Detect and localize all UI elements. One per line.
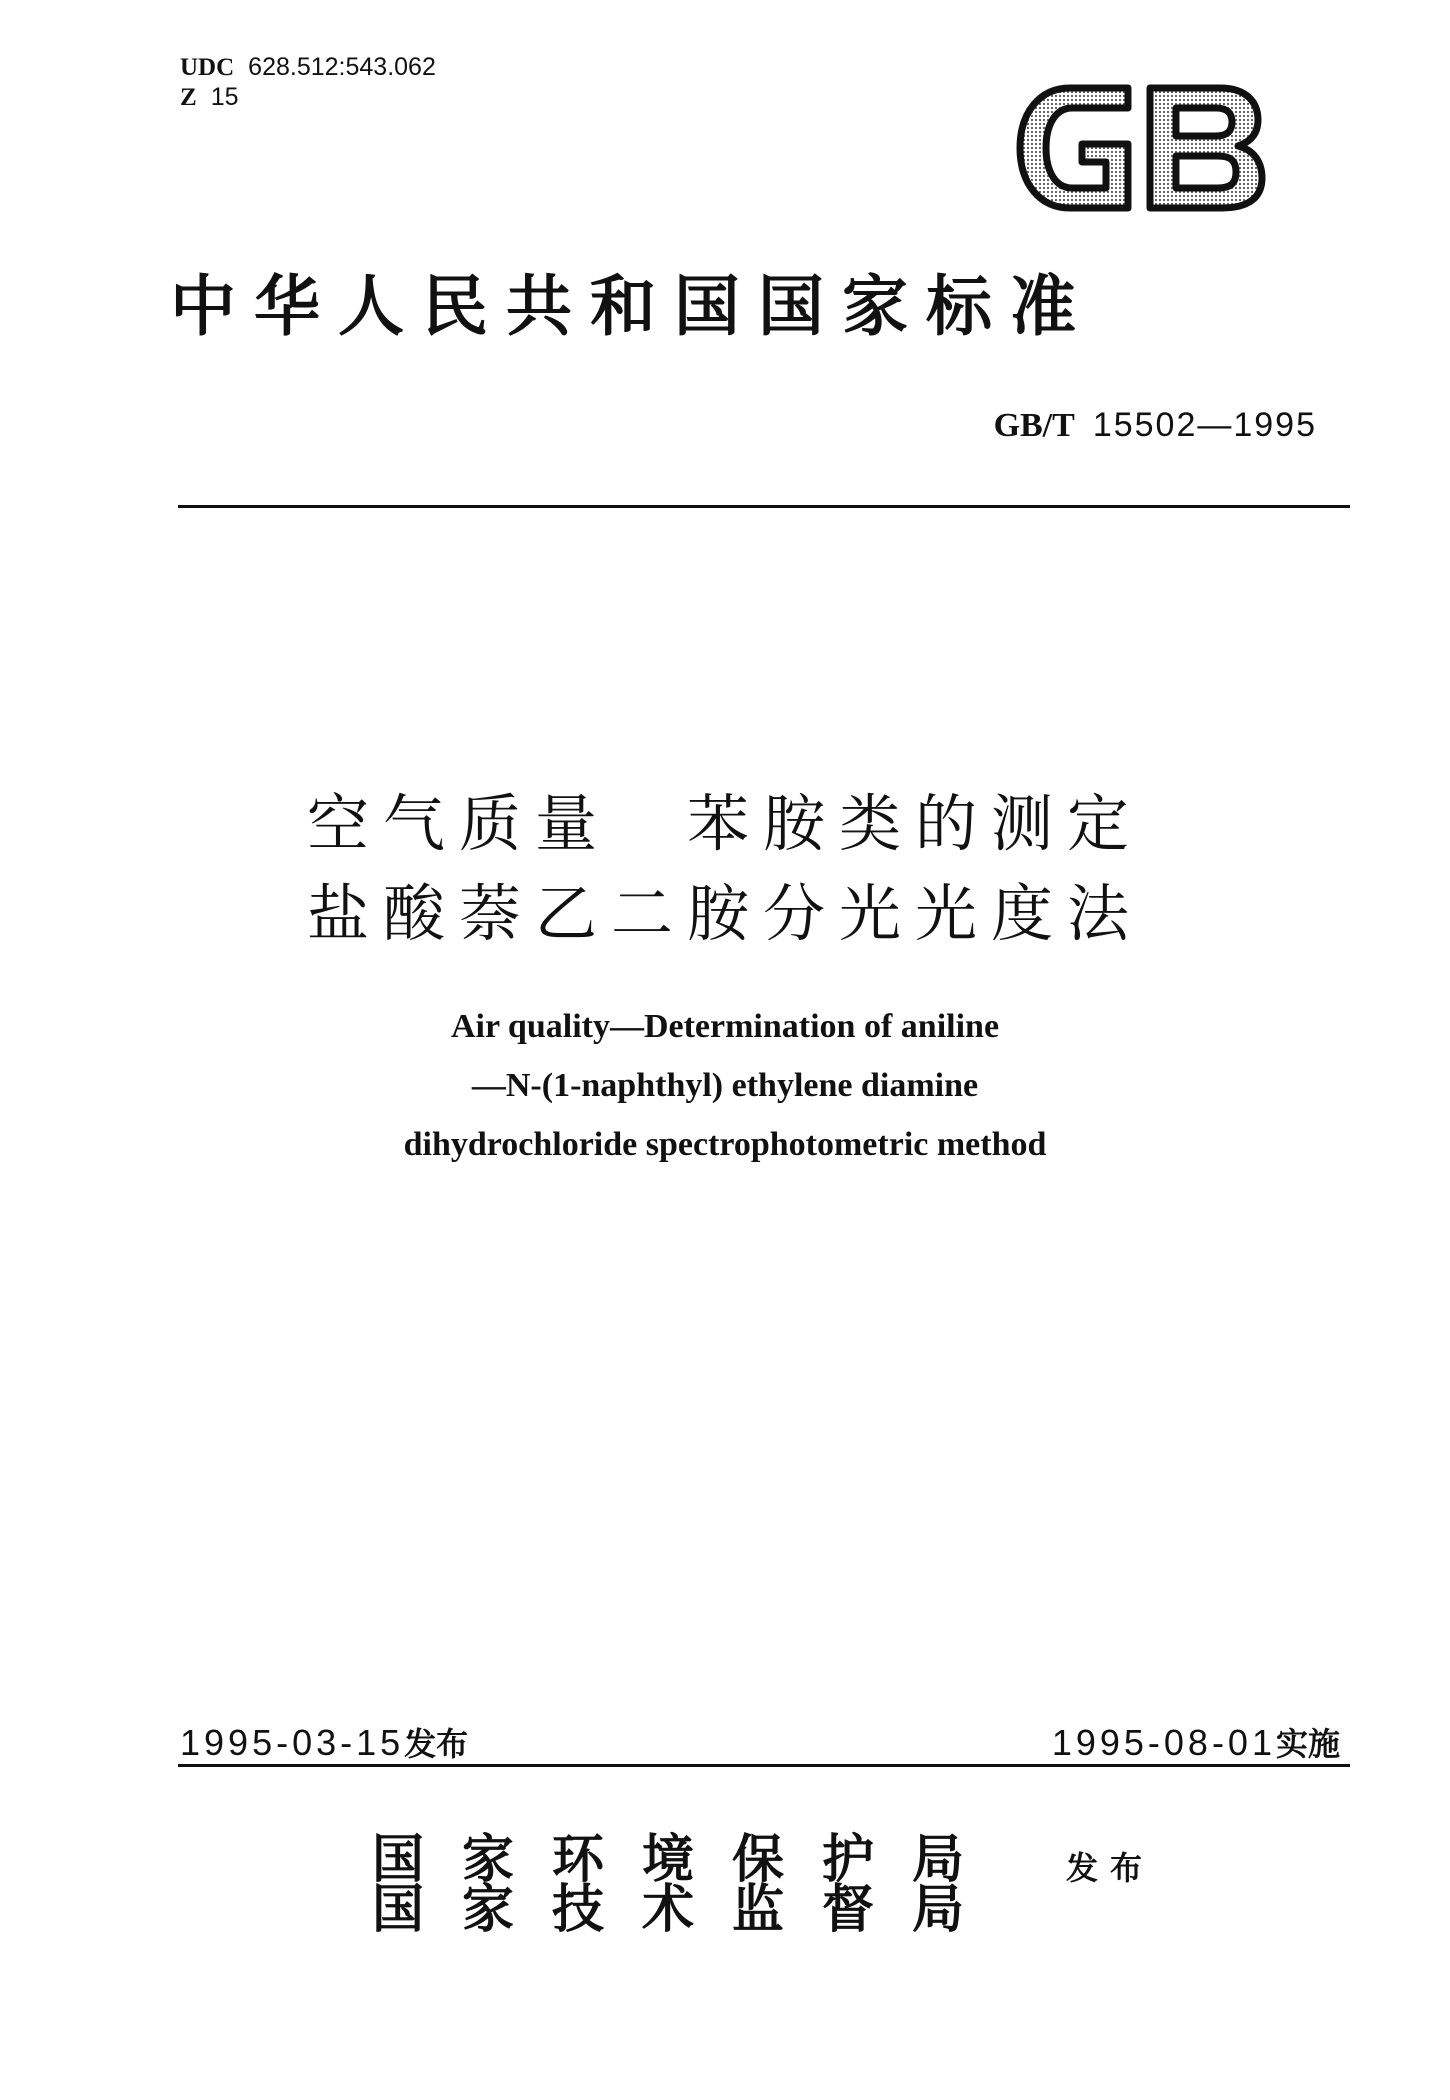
english-title-line-2: —N-(1-naphthyl) ethylene diamine	[471, 1067, 979, 1104]
english-title-line-3: dihydrochloride spectrophotometric method	[403, 1126, 1047, 1163]
issue-date-value: 1995-03-15	[180, 1722, 405, 1763]
z-code: 15	[210, 83, 239, 111]
implementation-date-value: 1995-08-01	[1051, 1722, 1276, 1763]
standard-title: 中华人民共和国国家标准	[170, 268, 1094, 345]
z-classification	[180, 82, 239, 113]
issue-date	[180, 1720, 468, 1767]
issued-by-label: 发布	[1066, 1849, 1155, 1887]
standard-number-value: 15502—1995	[1092, 406, 1317, 444]
standard-number	[994, 403, 1317, 448]
implementation-date-suffix: 实施	[1275, 1725, 1340, 1763]
publisher-line-2: 国家技术监督局	[372, 1879, 1003, 1940]
chinese-title-line-2: 盐酸萘乙二胺分光光度法	[306, 877, 1143, 950]
gb-logo	[1010, 78, 1270, 218]
chinese-title-line-1: 空气质量 苯胺类的测定	[306, 787, 1143, 860]
header-divider	[178, 505, 1350, 508]
udc-classification	[180, 52, 436, 83]
standard-number-prefix: GB/T	[993, 407, 1075, 444]
english-title-line-1: Air quality—Determination of aniline	[450, 1008, 1000, 1045]
udc-label: UDC	[180, 54, 235, 81]
issue-date-suffix: 发布	[404, 1725, 469, 1763]
footer-divider	[178, 1764, 1350, 1767]
z-label: Z	[180, 84, 197, 111]
udc-code: 628.512:543.062	[248, 53, 436, 81]
publisher-line-1: 国家环境保护局	[372, 1829, 1003, 1890]
implementation-date	[1052, 1720, 1340, 1767]
